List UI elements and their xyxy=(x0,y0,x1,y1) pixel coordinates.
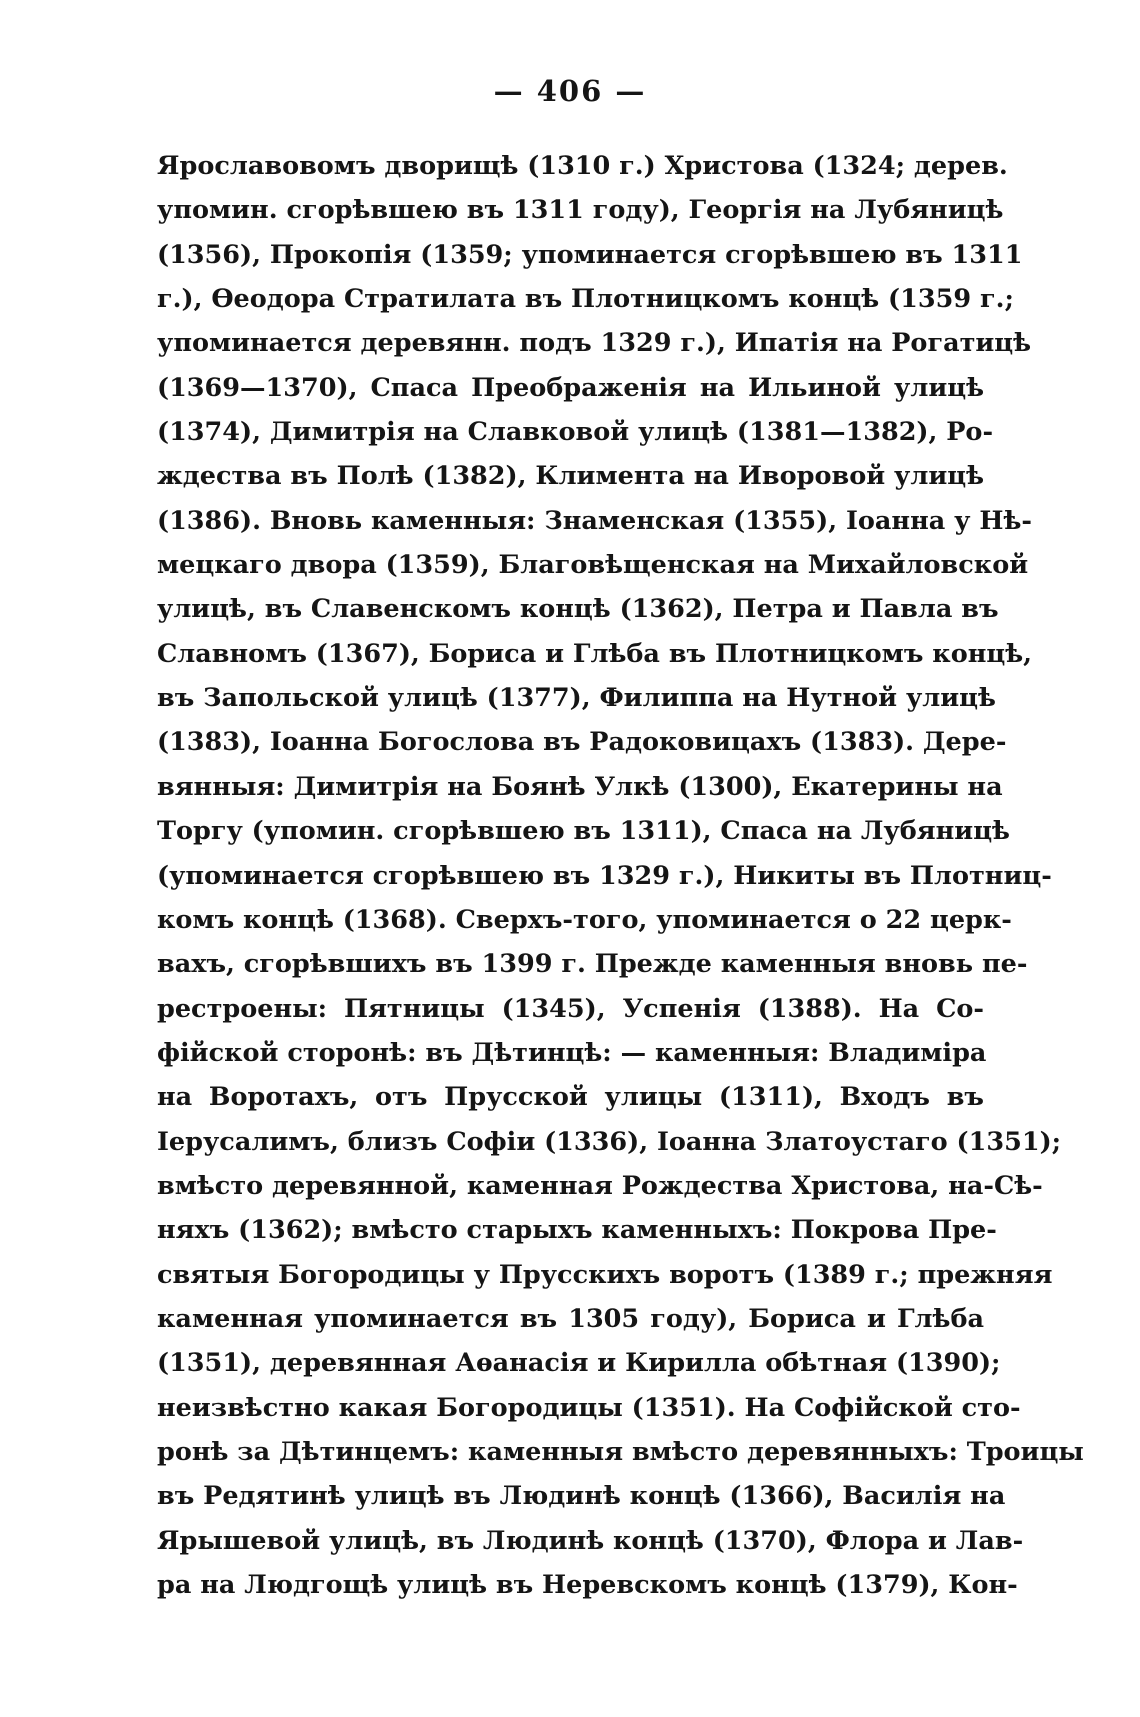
text-line: упоминается деревянн. подъ 1329 г.), Ипатія на Рогатицѣ xyxy=(157,328,1032,359)
text-line: Славномъ (1367), Бориса и Глѣба въ Плотницкомъ концѣ, xyxy=(157,638,1033,669)
text-line: Ярышевой улицѣ, въ Людинѣ концѣ (1370), Флора и Лав- xyxy=(157,1525,1024,1556)
text-line: мецкаго двора (1359), Благовѣщенская на Михайловской xyxy=(157,550,1029,581)
text-line: на Воротахъ, отъ Прусской улицы (1311), Входъ въ xyxy=(157,1082,984,1113)
text-line: (1374), Димитрія на Славковой улицѣ (1381—1382), Ро- xyxy=(157,417,994,448)
text-line: упомин. сгорѣвшею въ 1311 году), Георгія на Лубяницѣ xyxy=(157,195,1004,226)
text-line: улицѣ, въ Славенскомъ концѣ (1362), Петра и Павла въ xyxy=(157,594,999,625)
text-line: вмѣсто деревянной, каменная Рождества Христова, на-Сѣ- xyxy=(157,1170,1043,1201)
text-line: (1386). Вновь каменныя: Знаменская (1355), Іоанна у Нѣ- xyxy=(157,505,1032,536)
text-line: няхъ (1362); вмѣсто старыхъ каменныхъ: Покрова Пре- xyxy=(157,1215,997,1246)
text-line: Ярославовомъ дворищѣ (1310 г.) Христова (1324; дерев. xyxy=(157,151,1008,181)
text-line: г.), Ѳеодора Стратилата въ Плотницкомъ концѣ (1359 г.; xyxy=(157,284,1014,315)
text-line: ра на Людгощѣ улицѣ въ Неревскомъ концѣ (1379), Кон- xyxy=(157,1570,1018,1600)
text-line: святыя Богородицы у Прусскихъ воротъ (1389 г.; прежняя xyxy=(157,1259,1053,1290)
text-line: въ Редятинѣ улицѣ въ Людинѣ концѣ (1366), Василія на xyxy=(157,1481,1006,1512)
text-line: вянныя: Димитрія на Боянѣ Улкѣ (1300), Екатерины на xyxy=(157,771,1003,802)
text-line: фійской сторонѣ: въ Дѣтинцѣ: — каменныя: Владиміра xyxy=(157,1037,987,1068)
text-line: каменная упоминается въ 1305 году), Бориса и Глѣба xyxy=(157,1303,984,1334)
text-line: (1356), Прокопія (1359; упоминается сгорѣвшею въ 1311 xyxy=(157,239,1023,270)
text-line: (1383), Іоанна Богослова въ Радоковицахъ (1383). Дере- xyxy=(157,727,1007,758)
text-line: Іерусалимъ, близъ Софіи (1336), Іоанна Златоустаго (1351); xyxy=(157,1126,1062,1157)
text-line: (1351), деревянная Аѳанасія и Кирилла обѣтная (1390); xyxy=(157,1348,1001,1379)
text-line: вахъ, сгорѣвшихъ въ 1399 г. Прежде каменныя вновь пе- xyxy=(157,949,1028,980)
text-line: (упоминается сгорѣвшею въ 1329 г.), Никиты въ Плотниц- xyxy=(157,860,1052,891)
text-line: Торгу (упомин. сгорѣвшею въ 1311), Спаса на Лубяницѣ xyxy=(157,816,1010,847)
text-line: ждества въ Полѣ (1382), Климента на Иворовой улицѣ xyxy=(157,461,984,492)
text-line: ронѣ за Дѣтинцемъ: каменныя вмѣсто деревянныхъ: Троицы xyxy=(157,1436,1084,1467)
text-line: (1369—1370), Спаса Преображенія на Ильиной улицѣ xyxy=(157,372,984,403)
text-line: въ Запольской улицѣ (1377), Филиппа на Нутной улицѣ xyxy=(157,683,996,714)
text-line: неизвѣстно какая Богородицы (1351). На Софійской сто- xyxy=(157,1392,1021,1423)
page-text-body xyxy=(157,144,1084,1607)
text-line: комъ концѣ (1368). Сверхъ-того, упоминается о 22 церк- xyxy=(157,904,1012,935)
page-number: — 406 — xyxy=(493,74,647,108)
text-line: рестроены: Пятницы (1345), Успенія (1388). На Со- xyxy=(157,993,984,1024)
